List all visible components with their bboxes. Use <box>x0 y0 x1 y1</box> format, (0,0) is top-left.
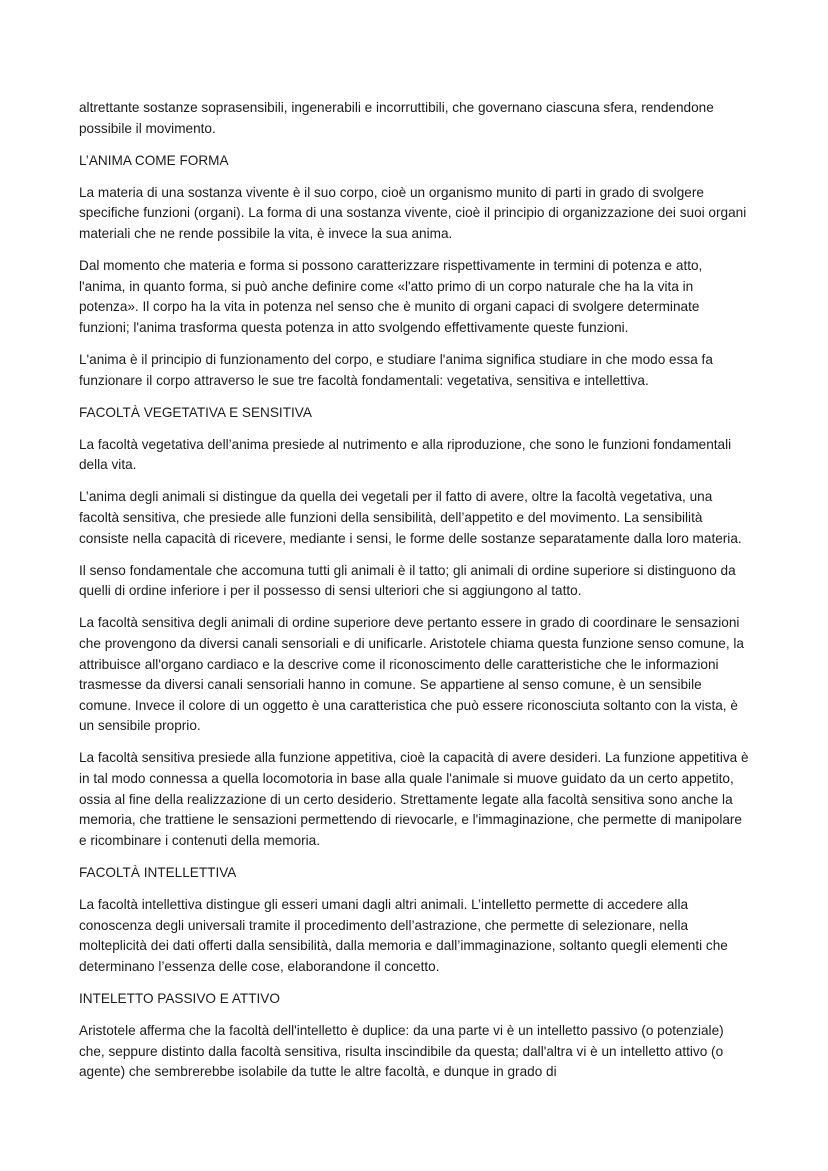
paragraph: La facoltà intellettiva distingue gli esseri umani dagli altri animali. L’intelletto permette di accedere alla conoscenza degli universali tramite il procedimento dell’astrazione, che permette di selezionare, nella molteplicità dei dati offerti dalla sensibilità, dalla memoria e dall’immaginazione, soltanto quegli elementi che determinano l’essenza delle cose, elaborandone il concetto. <box>79 897 728 974</box>
paragraph: L'anima è il principio di funzionamento del corpo, e studiare l'anima significa studiare in che modo essa fa funzionare il corpo attraverso le sue tre facoltà fondamentali: vegetativa, sensitiva e intellettiva. <box>79 351 713 388</box>
paragraph: La facoltà sensitiva presiede alla funzione appetitiva, cioè la capacità di avere desideri. La funzione appetitiva è in tal modo connessa a quella locomotoria in base alla quale l'animale si muove guidato da un certo appetito, ossia al fine della realizzazione di un certo desiderio. Strettamente legate alla facoltà sensitiva sono anche la memoria, che trattiene le sensazioni permettendo di rievocarle, e l'immaginazione, che permette di manipolare e ricombinare i contenuti della memoria. <box>79 750 749 848</box>
section-heading-facolta-vegetativa-sensitiva: FACOLTÀ VEGETATIVA E SENSITIVA <box>79 404 312 420</box>
section-heading-facolta-intellettiva: FACOLTÀ INTELLETTIVA <box>79 864 237 880</box>
paragraph: Il senso fondamentale che accomuna tutti gli animali è il tatto; gli animali di ordine superiore si distinguono da quelli di ordine inferiore i per il possesso di sensi ulteriori che si aggiungono al tatto. <box>79 562 736 599</box>
paragraph: La facoltà sensitiva degli animali di ordine superiore deve pertanto essere in grado di coordinare le sensazioni che provengono da diversi canali sensoriali e di unificarle. Aristotele chiama questa funzione senso comune, la attribuisce all'organo cardiaco e la descrive come il riconoscimento delle caratteristiche che le informazioni trasmesse da diversi canali sensoriali hanno in comune. Se appartiene al senso comune, è un sensibile comune. Invece il colore di un oggetto è una caratteristica che può essere riconosciuta soltanto con la vista, è un sensibile proprio. <box>79 615 744 734</box>
paragraph: Aristotele afferma che la facoltà dell'intelletto è duplice: da una parte vi è un intelletto passivo (o potenziale) che, seppure distinto dalla facoltà sensitiva, risulta inscindibile da questa; dall'altra vi è un intelletto attivo (o agente) che sembrerebbe isolabile da tutte le altre facoltà, e dunque in grado di <box>79 1022 724 1080</box>
paragraph: La materia di una sostanza vivente è il suo corpo, cioè un organismo munito di parti in grado di svolgere specifiche funzioni (organi). La forma di una sostanza vivente, cioè il principio di organizzazione dei suoi organi materiali che ne rende possibile la vita, è invece la sua anima. <box>79 184 747 241</box>
paragraph: Dal momento che materia e forma si possono caratterizzare rispettivamente in termini di potenza e atto, l'anima, in quanto forma, si può anche definire come «l'atto primo di un corpo naturale che ha la vita in potenza». Il corpo ha la vita in potenza nel senso che è munito di organi capaci di svolgere determinate funzioni; l'anima trasforma questa potenza in atto svolgendo effettivamente queste funzioni. <box>79 258 703 335</box>
paragraph: La facoltà vegetativa dell’anima presiede al nutrimento e alla riproduzione, che sono le funzioni fondamentali della vita. <box>79 436 732 473</box>
paragraph-continuation: altrettante sostanze soprasensibili, ingenerabili e incorruttibili, che governano ciascuna sfera, rendendone possibile il movimento. <box>79 100 714 136</box>
section-heading-intelletto-passivo-attivo: INTELETTO PASSIVO E ATTIVO <box>79 990 280 1006</box>
paragraph: L’anima degli animali si distingue da quella dei vegetali per il fatto di avere, oltre la facoltà vegetativa, una facoltà sensitiva, che presiede alle funzioni della sensibilità, dell’appetito e del movimento. La sensibilità consiste nella capacità di ricevere, mediante i sensi, le forme delle sostanze separatamente dalla loro materia. <box>79 489 742 546</box>
section-heading-anima-come-forma: L’ANIMA COME FORMA <box>79 152 229 168</box>
document-body <box>79 98 751 1094</box>
